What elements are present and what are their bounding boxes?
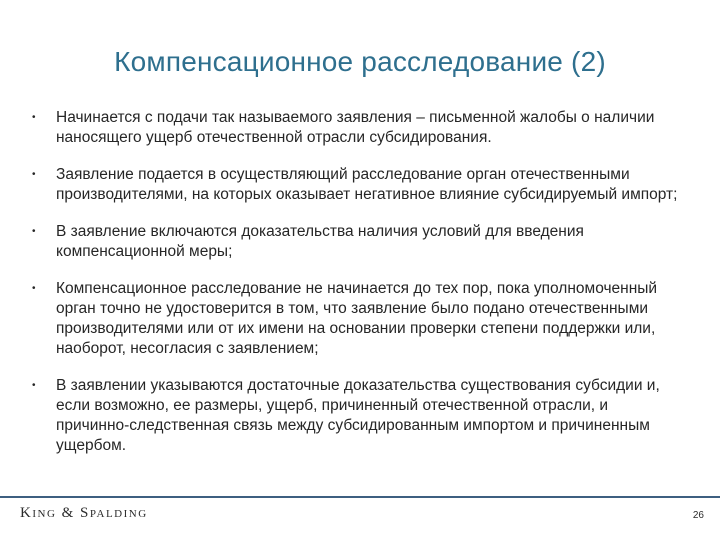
bullet-text: В заявлении указываются достаточные доказательства существования субсидии и, если возможно, ее размеры, ущерб, причиненный отечественной отрасли, и причинно-следственная связь между субсидированным импортом и причиненным ущербом. xyxy=(56,377,660,454)
bullet-item xyxy=(28,222,678,262)
bullet-text: Компенсационное расследование не начинается до тех пор, пока уполномоченный орган точно не удостоверится в том, что заявление было подано отечественными производителями или от их имени на основании проверки степени поддержки или, наоборот, несогласия с заявлением; xyxy=(56,280,658,357)
slide-title: Компенсационное расследование (2) xyxy=(114,46,606,77)
bullet-icon: • xyxy=(32,380,36,391)
bullet-item xyxy=(28,279,678,359)
bullet-item xyxy=(28,165,678,205)
bullet-text: Начинается с подачи так называемого заявления – письменной жалобы о наличии наносящего ущерб отечественной отрасли субсидирования. xyxy=(56,109,655,146)
page-number: 26 xyxy=(692,510,704,521)
company-logo: King & Spalding xyxy=(20,505,148,521)
bullet-text: Заявление подается в осуществляющий расследование орган отечественными производителями, на которых оказывает негативное влияние субсидируемый импорт; xyxy=(56,166,678,203)
bullet-icon: • xyxy=(32,169,36,180)
bullet-icon: • xyxy=(32,226,36,237)
bullet-icon: • xyxy=(32,112,36,123)
bullet-list xyxy=(28,108,678,473)
bullet-icon: • xyxy=(32,283,36,294)
bullet-text: В заявление включаются доказательства наличия условий для введения компенсационной меры; xyxy=(56,223,584,260)
footer-divider xyxy=(0,496,720,498)
bullet-item xyxy=(28,108,678,148)
bullet-item xyxy=(28,376,678,456)
